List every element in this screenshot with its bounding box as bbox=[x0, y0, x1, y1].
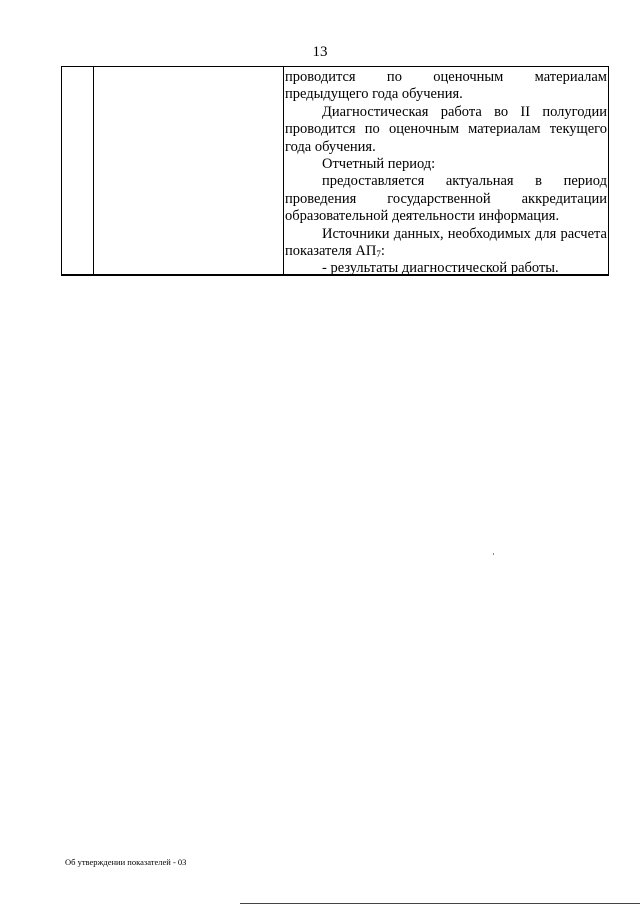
period-label: Отчетный период: bbox=[322, 156, 436, 173]
page-number: 13 bbox=[312, 44, 328, 60]
footer-note: Об утверждении показателей - 03 bbox=[65, 857, 187, 867]
method-description-cell bbox=[285, 69, 607, 278]
continuation-paragraph: проводится по оценочным материалам предыдущего года обучения. bbox=[285, 69, 607, 103]
sources-colon: : bbox=[380, 243, 385, 260]
indicator-subscript: 7 bbox=[376, 249, 381, 260]
column-divider-2 bbox=[283, 67, 284, 274]
sources-paragraph bbox=[285, 226, 607, 261]
period-paragraph: предоставляется актуальная в период проведения государственной аккредитации образовательной деятельности информация. bbox=[285, 173, 607, 225]
diagnostic-paragraph: Диагностическая работа во II полугодии проводится по оценочным материалам текущего года обучения. bbox=[285, 103, 607, 155]
sources-text: Источники данных, необходимых для расчета показателя АП bbox=[285, 225, 607, 260]
column-divider-1 bbox=[93, 67, 94, 274]
result-list-item: - результаты диагностической работы. bbox=[322, 260, 559, 277]
scan-speck bbox=[493, 553, 494, 555]
indicator-table bbox=[61, 66, 609, 276]
scan-edge-line bbox=[240, 903, 640, 904]
